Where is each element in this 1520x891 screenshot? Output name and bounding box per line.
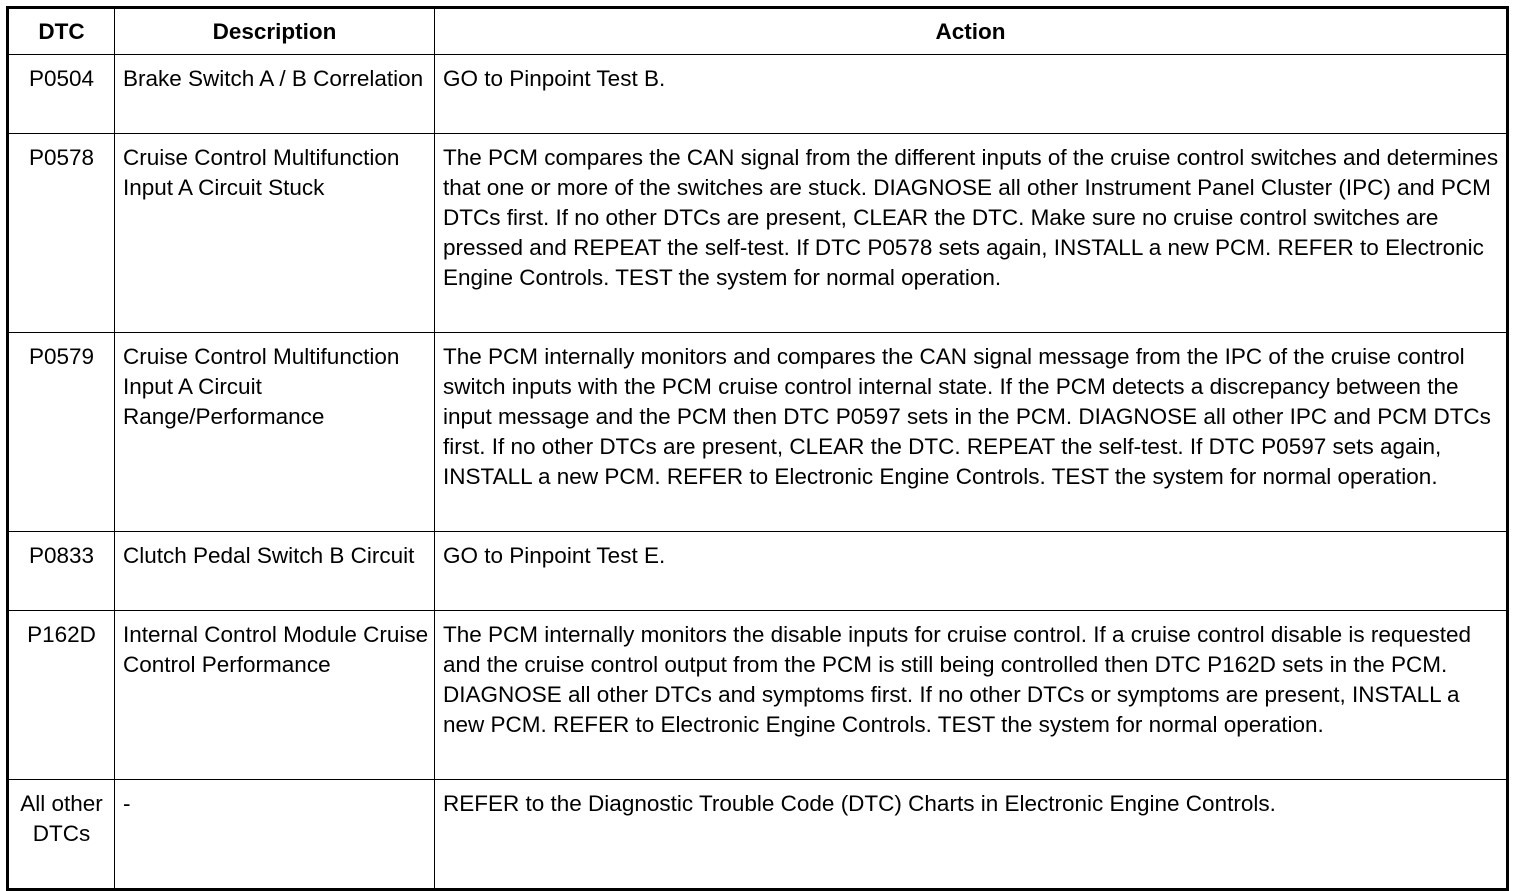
dtc-description: Cruise Control Multifunction Input A Circuit Range/Performance [115,333,435,532]
table-row [8,532,1508,611]
dtc-action: REFER to the Diagnostic Trouble Code (DTC) Charts in Electronic Engine Controls. [435,780,1508,890]
dtc-action: The PCM compares the CAN signal from the different inputs of the cruise control switches and determines that one or more of the switches are stuck. DIAGNOSE all other Instrument Panel Cluster (IPC) and PCM DTCs first. If no other DTCs are present, CLEAR the DTC. Make sure no cruise control switches are pressed and REPEAT the self-test. If DTC P0578 sets again, INSTALL a new PCM. REFER to Electronic Engine Controls. TEST the system for normal operation. [435,134,1508,333]
dtc-description: Cruise Control Multifunction Input A Circuit Stuck [115,134,435,333]
dtc-action: GO to Pinpoint Test B. [435,55,1508,134]
dtc-description: Brake Switch A / B Correlation [115,55,435,134]
dtc-table [6,6,1509,891]
table-row [8,333,1508,532]
header-action: Action [435,8,1508,55]
dtc-code: All other DTCs [8,780,115,890]
table-row [8,611,1508,780]
header-row [8,8,1508,55]
header-description: Description [115,8,435,55]
dtc-action: The PCM internally monitors the disable inputs for cruise control. If a cruise control disable is requested and the cruise control output from the PCM is still being controlled then DTC P162D sets in the PCM. DIAGNOSE all other DTCs and symptoms first. If no other DTCs or symptoms are present, INSTALL a new PCM. REFER to Electronic Engine Controls. TEST the system for normal operation. [435,611,1508,780]
dtc-code: P0578 [8,134,115,333]
table-row [8,134,1508,333]
dtc-code: P0579 [8,333,115,532]
dtc-description: Clutch Pedal Switch B Circuit [115,532,435,611]
table-row [8,780,1508,890]
dtc-action: GO to Pinpoint Test E. [435,532,1508,611]
dtc-action: The PCM internally monitors and compares the CAN signal message from the IPC of the cruise control switch inputs with the PCM cruise control internal state. If the PCM detects a discrepancy between the input message and the PCM then DTC P0597 sets in the PCM. DIAGNOSE all other IPC and PCM DTCs first. If no other DTCs are present, CLEAR the DTC. REPEAT the self-test. If DTC P0597 sets again, INSTALL a new PCM. REFER to Electronic Engine Controls. TEST the system for normal operation. [435,333,1508,532]
dtc-description: - [115,780,435,890]
dtc-description: Internal Control Module Cruise Control Performance [115,611,435,780]
header-dtc: DTC [8,8,115,55]
dtc-code: P162D [8,611,115,780]
dtc-code: P0833 [8,532,115,611]
table-row [8,55,1508,134]
dtc-code: P0504 [8,55,115,134]
